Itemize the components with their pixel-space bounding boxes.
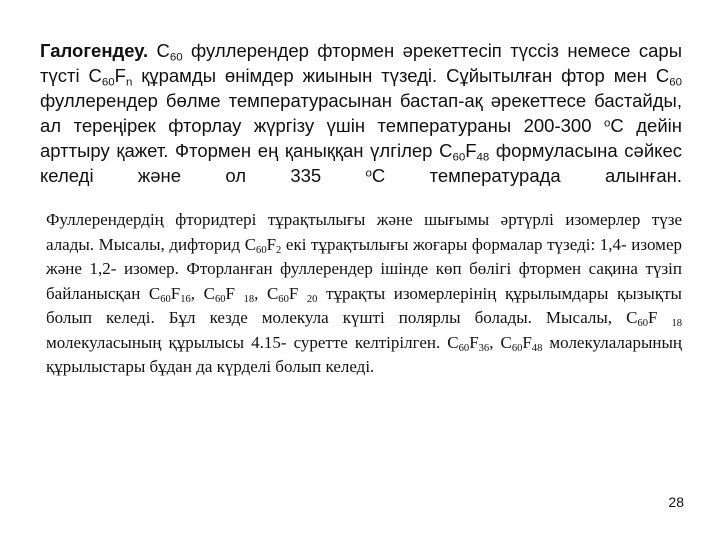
halogenation-paragraph: Галогендеу. $С_{60}$ фуллерендер фтормен әрекеттесіп түссіз немесе сары түсті $С_{60}F_n$ құрамды өнімдер жиынын түзеді. Сұйытылған фтор мен $С_{60}$ фуллерендер бөлме температурасынан бастап-ақ әрекеттесе бастайды, ал тереңірек фторлау жүргізу үшін температураны 200-300 $^o$С дейін арттыру қажет. Фтормен ең қаныққан үлгілер $С_{60}F_{48}$ формуласына сәйкес келеді және ол 335 $^o$С температурада алынған. (40, 40, 682, 186)
fluorides-paragraph: Фуллерендердің фторидтері тұрақтылығы және шығымы әртүрлі изомерлер түзе алады. Мысалы, дифторид $С_{60}F_2$ екі тұрақтылығы жоғары формалар түзеді: 1,4- изомер және 1,2- изомер. Фторланған фуллерендер ішінде көп бөлігі фтормен сақина түзіп байланысқан $С_{60}F_{16}$, $С_{60}F$ $_{18}$, $С_{60}F$ $_{20}$ тұрақты изомерлерінің құрылымдары қызықты болып келеді. Бұл кезде молекула күшті полярлы болады. Мысалы, $С_{60}F$ $_{18}$ молекуласының құрылысы 4.15- суретте келтірілген. $С_{60}F_{36}$, $С_{60}F_{48}$ молекулаларының құрылыстары бұдан да күрделі болып келеді. (46, 210, 682, 376)
section-label: Галогендеу. (40, 40, 149, 61)
page-number: 28 (668, 494, 684, 510)
